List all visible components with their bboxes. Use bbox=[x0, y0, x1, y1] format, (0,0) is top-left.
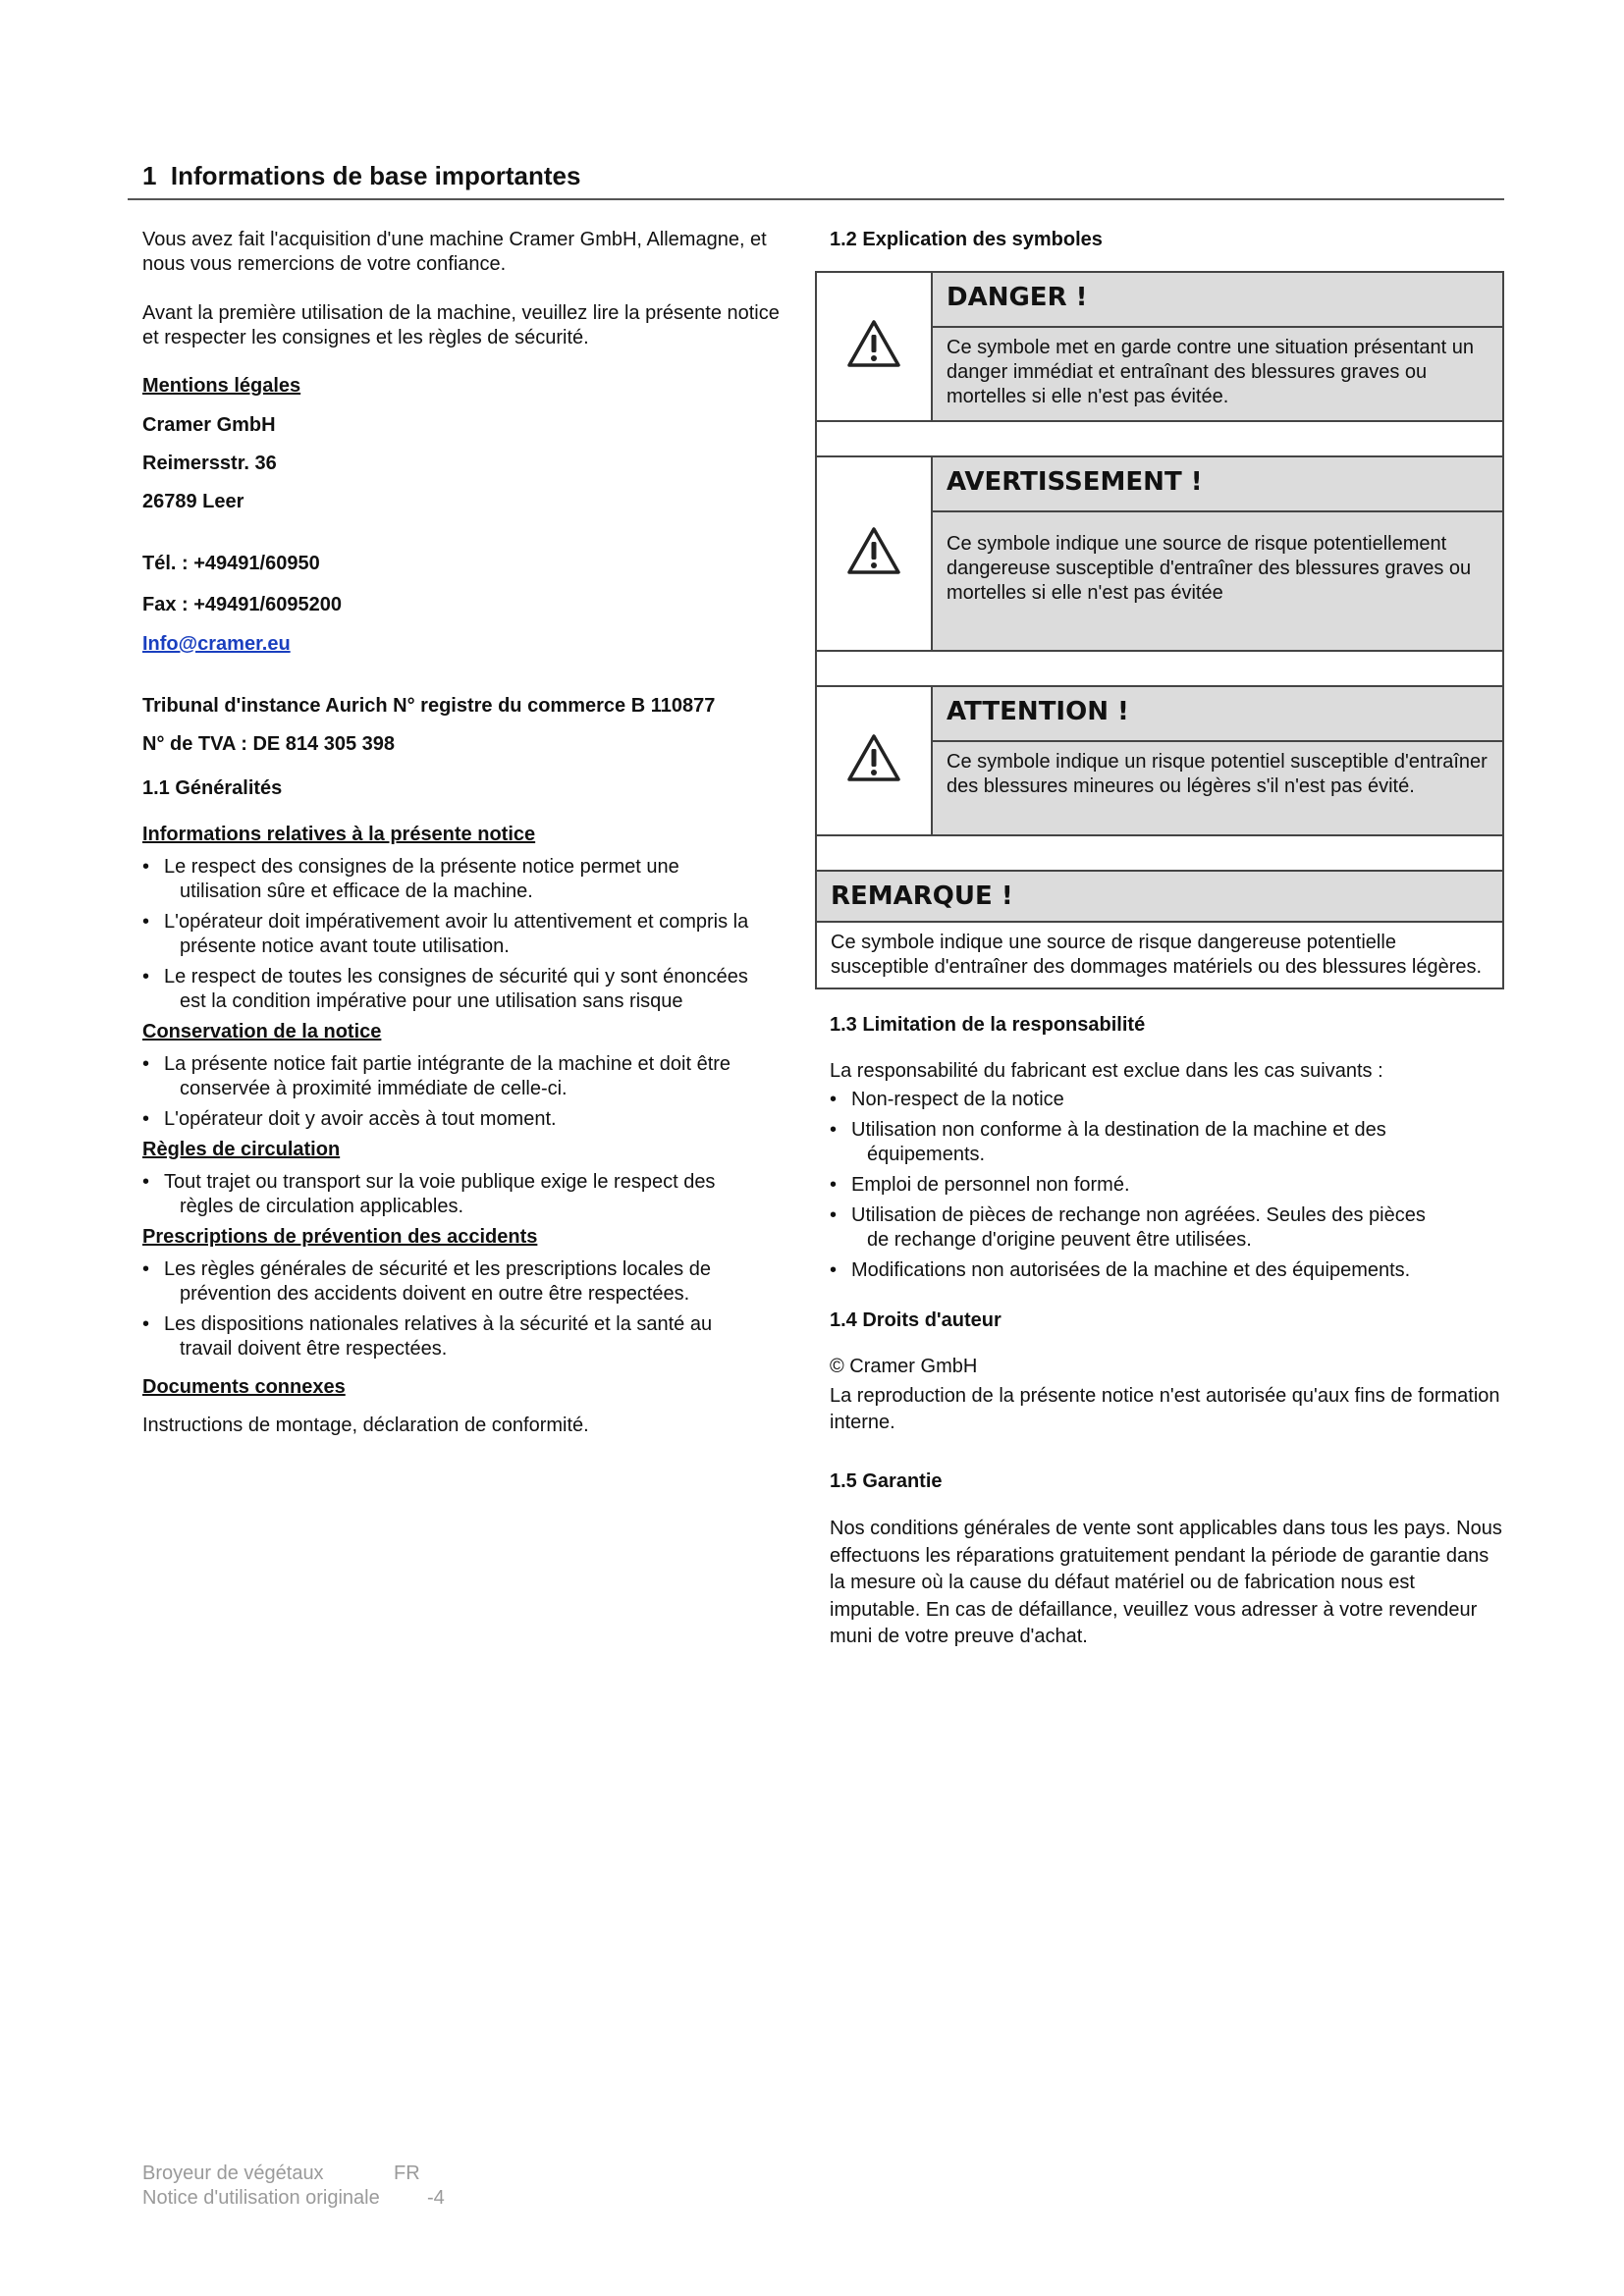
right-column-lower bbox=[830, 1013, 1507, 1651]
notice-heading: Informations relatives à la présente notice bbox=[142, 824, 536, 845]
list-item: • Utilisation non conforme à la destination de la machine et des équipements. bbox=[830, 1118, 1507, 1167]
email-link[interactable]: Info@cramer.eu bbox=[142, 633, 291, 655]
list-item: • Non-respect de la notice bbox=[830, 1088, 1507, 1112]
list-item: • Tout trajet ou transport sur la voie publique exige le respect des règles de circulation applicables. bbox=[142, 1170, 790, 1219]
docs-text: Instructions de montage, déclaration de conformité. bbox=[142, 1415, 589, 1436]
legal-fax: Fax : +49491/6095200 bbox=[142, 594, 342, 615]
s14-text: La reproduction de la présente notice n'est autorisée qu'aux fins de formation interne. bbox=[830, 1385, 1500, 1433]
footer-lang: FR bbox=[394, 2163, 420, 2184]
list-item: • Le respect de toutes les consignes de sécurité qui y sont énoncées est la condition impérative pour une utilisation sans risque bbox=[142, 965, 790, 1014]
s12-title: 1.2 Explication des symboles bbox=[830, 229, 1103, 250]
list-item: • La présente notice fait partie intégrante de la machine et doit être conservée à proximité immédiate de celle-ci. bbox=[142, 1052, 790, 1101]
intro-paragraph-2: Avant la première utilisation de la machine, veuillez lire la présente notice et respecter les consignes et les règles de sécurité. bbox=[142, 302, 780, 348]
footer-product: Broyeur de végétaux bbox=[142, 2163, 324, 2184]
caution-triangle-icon bbox=[816, 686, 932, 835]
note-title: REMARQUE ! bbox=[816, 871, 1503, 922]
page-footer bbox=[142, 2162, 445, 2211]
caution-text: Ce symbole indique un risque potentiel susceptible d'entraîner des blessures mineures ou légères s'il n'est pas évité. bbox=[932, 741, 1503, 835]
legal-register: Tribunal d'instance Aurich N° registre du commerce B 110877 bbox=[142, 695, 716, 717]
warning-text: Ce symbole indique une source de risque potentiellement dangereuse susceptible d'entraîner des blessures graves ou mortelles si elle n'est pas évitée bbox=[932, 511, 1503, 651]
notice-list bbox=[142, 855, 790, 1014]
prevention-list bbox=[142, 1257, 790, 1362]
conservation-heading: Conservation de la notice bbox=[142, 1021, 382, 1042]
legal-email-row bbox=[142, 632, 790, 657]
list-item: • Utilisation de pièces de rechange non agréées. Seules des pièces de rechange d'origine peuvent être utilisées. bbox=[830, 1203, 1507, 1253]
s14-copyright: © Cramer GmbH bbox=[830, 1356, 978, 1377]
s15-title: 1.5 Garantie bbox=[830, 1470, 943, 1492]
right-column-title bbox=[830, 228, 1507, 252]
intro-paragraph-1: Vous avez fait l'acquisition d'une machine Cramer GmbH, Allemagne, et nous vous remercions de votre confiance. bbox=[142, 229, 767, 275]
list-item: • Modifications non autorisées de la machine et des équipements. bbox=[830, 1258, 1507, 1283]
section-number: 1 bbox=[142, 161, 157, 190]
conservation-list bbox=[142, 1052, 790, 1132]
liability-list bbox=[830, 1088, 1507, 1283]
title-divider bbox=[128, 198, 1504, 200]
danger-row-head bbox=[816, 272, 1503, 327]
danger-warning-icon bbox=[816, 272, 932, 421]
list-item: • Les règles générales de sécurité et les prescriptions locales de prévention des accidents doivent en outre être respectées. bbox=[142, 1257, 790, 1307]
list-item: • Les dispositions nationales relatives à la sécurité et la santé au travail doivent être respectées. bbox=[142, 1312, 790, 1362]
danger-text: Ce symbole met en garde contre une situation présentant un danger immédiat et entraînant des blessures graves ou mortelles si elle n'est pas évitée. bbox=[932, 327, 1503, 421]
list-item: • Le respect des consignes de la présente notice permet une utilisation sûre et efficace de la machine. bbox=[142, 855, 790, 904]
note-text: Ce symbole indique une source de risque dangereuse potentielle susceptible d'entraîner des dommages matériels ou des blessures légères. bbox=[816, 922, 1503, 988]
legal-vat: N° de TVA : DE 814 305 398 bbox=[142, 733, 396, 755]
s13-intro: La responsabilité du fabricant est exclue dans les cas suivants : bbox=[830, 1060, 1383, 1082]
legal-phone: Tél. : +49491/60950 bbox=[142, 553, 320, 574]
list-item: • L'opérateur doit y avoir accès à tout moment. bbox=[142, 1107, 790, 1132]
symbols-table bbox=[815, 271, 1504, 989]
legal-city: 26789 Leer bbox=[142, 491, 244, 512]
legal-company: Cramer GmbH bbox=[142, 414, 276, 436]
legal-street: Reimersstr. 36 bbox=[142, 453, 277, 474]
warning-title: AVERTISSEMENT ! bbox=[932, 456, 1503, 511]
list-item: • L'opérateur doit impérativement avoir lu attentivement et compris la présente notice avant toute utilisation. bbox=[142, 910, 790, 959]
legal-heading: Mentions légales bbox=[142, 375, 301, 397]
warning-triangle-icon bbox=[816, 456, 932, 651]
left-column bbox=[142, 228, 790, 1438]
footer-doc: Notice d'utilisation originale bbox=[142, 2187, 380, 2209]
section-title-text: Informations de base importantes bbox=[170, 161, 581, 190]
caution-row-head bbox=[816, 686, 1503, 741]
prevention-heading: Prescriptions de prévention des accidents bbox=[142, 1226, 538, 1248]
danger-title: DANGER ! bbox=[932, 272, 1503, 327]
caution-title: ATTENTION ! bbox=[932, 686, 1503, 741]
traffic-heading: Règles de circulation bbox=[142, 1139, 341, 1160]
s14-title: 1.4 Droits d'auteur bbox=[830, 1309, 1001, 1331]
traffic-list bbox=[142, 1170, 790, 1219]
s11-title: 1.1 Généralités bbox=[142, 777, 283, 799]
footer-page: -4 bbox=[427, 2187, 445, 2209]
docs-heading: Documents connexes bbox=[142, 1376, 346, 1398]
s13-title: 1.3 Limitation de la responsabilité bbox=[830, 1014, 1146, 1036]
warning-row-head bbox=[816, 456, 1503, 511]
section-title bbox=[142, 161, 580, 191]
s15-text: Nos conditions générales de vente sont applicables dans tous les pays. Nous effectuons les réparations gratuitement pendant la période de garantie dans la mesure où la cause du défaut matériel ou de fabrication nous est imputable. En cas de défaillance, veuillez vous adresser à votre revendeur muni de votre preuve d'achat. bbox=[830, 1518, 1502, 1647]
list-item: • Emploi de personnel non formé. bbox=[830, 1173, 1507, 1198]
